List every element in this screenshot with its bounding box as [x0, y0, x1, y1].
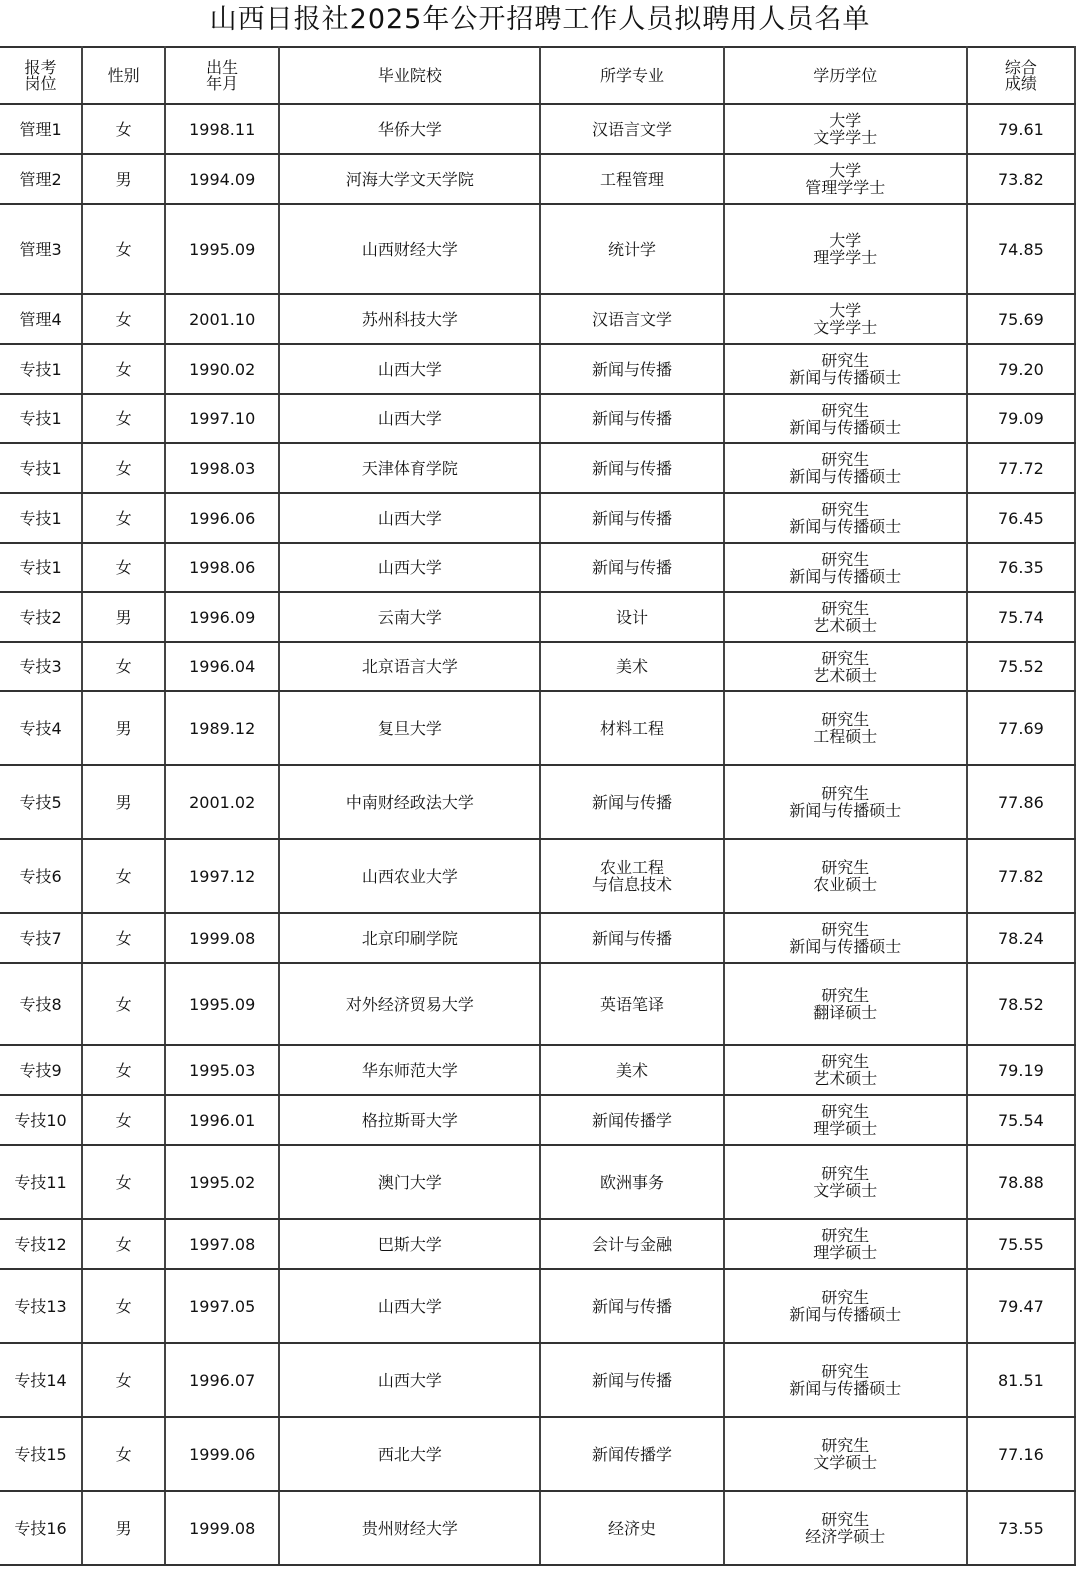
table-row [0, 1343, 1075, 1417]
cell-birth: 1999.08 [165, 1491, 279, 1565]
cell-text: 研究生 [821, 784, 870, 803]
cell-position: 专技10 [0, 1095, 82, 1145]
column-header-major [540, 47, 723, 104]
cell-degree [724, 1219, 967, 1269]
table-row [0, 1219, 1075, 1269]
cell-text: 新闻与传播硕士 [789, 417, 902, 437]
cell-major [540, 493, 723, 543]
cell-major [540, 443, 723, 493]
cell-position: 专技6 [0, 839, 82, 913]
cell-major [540, 294, 723, 344]
cell-degree [724, 1045, 967, 1095]
cell-text: 研究生 [821, 549, 870, 569]
cell-school: 北京语言大学 [279, 642, 540, 691]
cell-position: 专技16 [0, 1491, 82, 1565]
cell-school: 复旦大学 [279, 691, 540, 765]
cell-position: 专技8 [0, 963, 82, 1045]
column-header-text: 出生 [206, 57, 239, 77]
table-row [0, 642, 1075, 691]
cell-school: 中南财经政法大学 [279, 765, 540, 839]
cell-text: 理学硕士 [813, 1119, 878, 1138]
cell-birth: 1995.09 [165, 963, 279, 1045]
cell-birth: 2001.02 [165, 765, 279, 839]
cell-text: 研究生 [821, 1288, 870, 1307]
cell-gender: 女 [82, 394, 165, 443]
table-row [0, 394, 1075, 443]
cell-school: 山西大学 [279, 1269, 540, 1343]
cell-text: 研究生 [821, 920, 870, 939]
cell-text: 新闻与传播 [592, 508, 673, 528]
cell-gender: 女 [82, 839, 165, 913]
cell-score: 77.69 [967, 691, 1075, 765]
cell-text: 研究生 [821, 500, 870, 519]
cell-text: 艺术硕士 [813, 665, 878, 685]
cell-gender: 女 [82, 1417, 165, 1491]
cell-text: 经济学硕士 [805, 1527, 886, 1546]
cell-major [540, 344, 723, 394]
cell-major [540, 104, 723, 154]
cell-text: 新闻与传播 [592, 558, 673, 577]
column-header-text: 学历学位 [813, 65, 878, 85]
column-header-birth [165, 47, 279, 104]
cell-birth: 1996.06 [165, 493, 279, 543]
cell-score: 79.20 [967, 344, 1075, 394]
cell-birth: 1997.10 [165, 394, 279, 443]
table-row [0, 1269, 1075, 1343]
cell-text: 新闻与传播硕士 [789, 566, 902, 586]
column-header-gender [82, 47, 165, 104]
cell-birth: 2001.10 [165, 294, 279, 344]
cell-score: 77.16 [967, 1417, 1075, 1491]
cell-score: 77.86 [967, 765, 1075, 839]
cell-birth: 1996.09 [165, 592, 279, 642]
cell-text: 大学 [829, 301, 862, 320]
table-row [0, 493, 1075, 543]
table-row [0, 1417, 1075, 1491]
cell-gender: 女 [82, 642, 165, 691]
cell-score: 75.74 [967, 592, 1075, 642]
cell-text: 新闻与传播 [592, 409, 673, 428]
cell-gender: 女 [82, 1145, 165, 1219]
cell-major [540, 1095, 723, 1145]
cell-text: 理学学士 [813, 248, 878, 267]
cell-degree [724, 691, 967, 765]
cell-birth: 1996.04 [165, 642, 279, 691]
cell-degree [724, 154, 967, 204]
cell-text: 研究生 [821, 1436, 870, 1455]
table-row [0, 344, 1075, 394]
cell-text: 研究生 [821, 1510, 870, 1529]
cell-school: 巴斯大学 [279, 1219, 540, 1269]
cell-text: 理学硕士 [813, 1243, 878, 1262]
column-header-school [279, 47, 540, 104]
cell-major [540, 642, 723, 691]
cell-score: 76.35 [967, 543, 1075, 592]
cell-school: 苏州科技大学 [279, 294, 540, 344]
column-header-text: 所学专业 [600, 65, 665, 85]
cell-major [540, 592, 723, 642]
cell-position: 专技1 [0, 394, 82, 443]
table-row [0, 294, 1075, 344]
cell-degree [724, 1491, 967, 1565]
cell-degree [724, 1417, 967, 1491]
cell-text: 会计与金融 [592, 1234, 673, 1254]
cell-school: 澳门大学 [279, 1145, 540, 1219]
hires-table [0, 46, 1076, 1566]
cell-birth: 1998.11 [165, 104, 279, 154]
cell-birth: 1990.02 [165, 344, 279, 394]
cell-text: 新闻与传播硕士 [789, 801, 902, 820]
cell-position: 专技15 [0, 1417, 82, 1491]
cell-score: 78.24 [967, 913, 1075, 963]
table-row [0, 963, 1075, 1045]
cell-score: 77.82 [967, 839, 1075, 913]
cell-birth: 1995.02 [165, 1145, 279, 1219]
cell-school: 对外经济贸易大学 [279, 963, 540, 1045]
cell-score: 78.52 [967, 963, 1075, 1045]
cell-major [540, 1343, 723, 1417]
cell-score: 76.45 [967, 493, 1075, 543]
cell-gender: 女 [82, 1219, 165, 1269]
cell-birth: 1994.09 [165, 154, 279, 204]
cell-school: 山西财经大学 [279, 204, 540, 294]
cell-degree [724, 1269, 967, 1343]
cell-birth: 1997.12 [165, 839, 279, 913]
cell-gender: 女 [82, 443, 165, 493]
cell-score: 77.72 [967, 443, 1075, 493]
cell-degree [724, 294, 967, 344]
cell-major [540, 1491, 723, 1565]
cell-gender: 女 [82, 344, 165, 394]
cell-degree [724, 443, 967, 493]
cell-gender: 女 [82, 204, 165, 294]
cell-score: 81.51 [967, 1343, 1075, 1417]
cell-school: 华东师范大学 [279, 1045, 540, 1095]
cell-score: 73.82 [967, 154, 1075, 204]
cell-position: 专技14 [0, 1343, 82, 1417]
cell-major [540, 204, 723, 294]
cell-score: 79.61 [967, 104, 1075, 154]
cell-degree [724, 1095, 967, 1145]
cell-school: 贵州财经大学 [279, 1491, 540, 1565]
cell-birth: 1989.12 [165, 691, 279, 765]
cell-score: 79.19 [967, 1045, 1075, 1095]
cell-text: 研究生 [821, 1226, 870, 1245]
cell-degree [724, 592, 967, 642]
cell-position: 管理1 [0, 104, 82, 154]
cell-text: 经济史 [608, 1518, 657, 1538]
cell-degree [724, 642, 967, 691]
cell-position: 专技4 [0, 691, 82, 765]
cell-degree [724, 394, 967, 443]
cell-school: 云南大学 [279, 592, 540, 642]
cell-text: 研究生 [821, 648, 870, 668]
cell-score: 74.85 [967, 204, 1075, 294]
cell-school: 河海大学文天学院 [279, 154, 540, 204]
cell-school: 山西大学 [279, 493, 540, 543]
cell-degree [724, 344, 967, 394]
cell-degree [724, 913, 967, 963]
cell-birth: 1997.08 [165, 1219, 279, 1269]
cell-text: 新闻传播学 [592, 1444, 673, 1464]
table-header-row [0, 47, 1075, 104]
column-header-text: 毕业院校 [377, 65, 442, 85]
cell-school: 山西大学 [279, 344, 540, 394]
cell-text: 工程硕士 [813, 727, 878, 746]
cell-position: 专技7 [0, 913, 82, 963]
cell-score: 73.55 [967, 1491, 1075, 1565]
cell-major [540, 1417, 723, 1491]
cell-position: 专技9 [0, 1045, 82, 1095]
page-title: 山西日报社2025年公开招聘工作人员拟聘用人员名单 [209, 4, 871, 35]
cell-text: 翻译硕士 [813, 1003, 878, 1022]
cell-text: 新闻与传播 [592, 1296, 673, 1316]
cell-birth: 1995.09 [165, 204, 279, 294]
cell-degree [724, 104, 967, 154]
cell-text: 新闻与传播硕士 [789, 1305, 902, 1324]
cell-text: 研究生 [821, 858, 870, 877]
cell-text: 研究生 [821, 1102, 870, 1121]
cell-position: 专技12 [0, 1219, 82, 1269]
cell-gender: 女 [82, 493, 165, 543]
cell-school: 山西农业大学 [279, 839, 540, 913]
cell-school: 山西大学 [279, 543, 540, 592]
cell-text: 研究生 [821, 1164, 870, 1183]
cell-gender: 女 [82, 1269, 165, 1343]
cell-text: 研究生 [821, 450, 870, 469]
cell-position: 专技1 [0, 493, 82, 543]
cell-birth: 1998.03 [165, 443, 279, 493]
table-row [0, 1095, 1075, 1145]
column-header-degree [724, 47, 967, 104]
cell-text: 新闻与传播硕士 [789, 368, 902, 387]
table-row [0, 765, 1075, 839]
cell-position: 专技3 [0, 642, 82, 691]
cell-score: 78.88 [967, 1145, 1075, 1219]
cell-text: 新闻与传播硕士 [789, 467, 902, 486]
cell-text: 研究生 [821, 599, 870, 618]
table-row [0, 913, 1075, 963]
cell-text: 大学 [829, 231, 862, 250]
cell-text: 新闻与传播 [592, 359, 673, 379]
cell-major [540, 1045, 723, 1095]
table-row [0, 691, 1075, 765]
table-row [0, 592, 1075, 642]
cell-position: 专技13 [0, 1269, 82, 1343]
cell-text: 工程管理 [600, 169, 665, 189]
cell-gender: 男 [82, 154, 165, 204]
cell-major [540, 839, 723, 913]
cell-major [540, 963, 723, 1045]
column-header-position [0, 47, 82, 104]
table-row [0, 154, 1075, 204]
cell-text: 研究生 [821, 1362, 870, 1381]
cell-text: 材料工程 [600, 718, 665, 738]
cell-text: 设计 [616, 607, 649, 627]
cell-major [540, 765, 723, 839]
cell-text: 美术 [616, 657, 649, 676]
table-row [0, 443, 1075, 493]
cell-text: 研究生 [821, 351, 870, 370]
table-row [0, 1045, 1075, 1095]
cell-gender: 男 [82, 1491, 165, 1565]
column-header-score [967, 47, 1075, 104]
cell-position: 专技1 [0, 543, 82, 592]
column-header-text: 岗位 [24, 73, 57, 93]
cell-gender: 男 [82, 765, 165, 839]
cell-gender: 男 [82, 691, 165, 765]
cell-text: 汉语言文学 [592, 309, 673, 329]
cell-score: 75.52 [967, 642, 1075, 691]
cell-text: 管理学学士 [805, 178, 886, 197]
cell-birth: 1999.08 [165, 913, 279, 963]
cell-text: 新闻传播学 [592, 1110, 673, 1130]
cell-major [540, 691, 723, 765]
column-header-text: 报考 [24, 57, 57, 77]
cell-text: 艺术硕士 [813, 1069, 878, 1088]
table-row [0, 204, 1075, 294]
cell-position: 专技1 [0, 443, 82, 493]
cell-text: 农业工程 [600, 858, 665, 877]
cell-degree [724, 839, 967, 913]
cell-birth: 1999.06 [165, 1417, 279, 1491]
cell-major [540, 1219, 723, 1269]
table-row [0, 1491, 1075, 1565]
table-row [0, 1145, 1075, 1219]
cell-text: 新闻与传播硕士 [789, 1379, 902, 1398]
column-header-text: 年月 [206, 73, 239, 93]
cell-text: 新闻与传播硕士 [789, 517, 902, 536]
cell-gender: 女 [82, 543, 165, 592]
cell-school: 西北大学 [279, 1417, 540, 1491]
cell-text: 艺术硕士 [813, 616, 878, 635]
cell-birth: 1996.01 [165, 1095, 279, 1145]
cell-position: 管理3 [0, 204, 82, 294]
cell-position: 专技2 [0, 592, 82, 642]
cell-text: 研究生 [821, 710, 870, 729]
table-row [0, 543, 1075, 592]
cell-text: 研究生 [821, 1052, 870, 1071]
table-row [0, 104, 1075, 154]
cell-birth: 1997.05 [165, 1269, 279, 1343]
cell-major [540, 1269, 723, 1343]
cell-text: 文学硕士 [813, 1181, 878, 1200]
cell-degree [724, 1145, 967, 1219]
cell-gender: 女 [82, 963, 165, 1045]
cell-gender: 男 [82, 592, 165, 642]
cell-major [540, 1145, 723, 1219]
cell-position: 专技1 [0, 344, 82, 394]
cell-degree [724, 493, 967, 543]
cell-school: 北京印刷学院 [279, 913, 540, 963]
cell-text: 大学 [829, 161, 862, 180]
cell-score: 75.69 [967, 294, 1075, 344]
cell-position: 管理4 [0, 294, 82, 344]
cell-degree [724, 963, 967, 1045]
cell-degree [724, 1343, 967, 1417]
cell-text: 与信息技术 [592, 875, 673, 894]
cell-school: 山西大学 [279, 1343, 540, 1417]
cell-gender: 女 [82, 1045, 165, 1095]
cell-degree [724, 543, 967, 592]
cell-text: 欧洲事务 [600, 1172, 665, 1192]
cell-text: 美术 [616, 1060, 649, 1080]
cell-score: 75.55 [967, 1219, 1075, 1269]
cell-text: 大学 [829, 111, 862, 130]
cell-gender: 女 [82, 1343, 165, 1417]
table-row [0, 839, 1075, 913]
cell-text: 文学学士 [813, 318, 878, 337]
table-body [0, 104, 1075, 1565]
cell-birth: 1995.03 [165, 1045, 279, 1095]
cell-gender: 女 [82, 294, 165, 344]
column-header-text: 性别 [107, 65, 140, 85]
cell-text: 农业硕士 [813, 875, 878, 894]
cell-text: 文学学士 [813, 128, 878, 147]
cell-degree [724, 765, 967, 839]
cell-birth: 1996.07 [165, 1343, 279, 1417]
column-header-text: 综合 [1004, 57, 1037, 77]
cell-position: 管理2 [0, 154, 82, 204]
cell-text: 新闻与传播 [592, 928, 673, 948]
cell-text: 新闻与传播 [592, 458, 673, 478]
cell-degree [724, 204, 967, 294]
cell-school: 格拉斯哥大学 [279, 1095, 540, 1145]
cell-text: 研究生 [821, 400, 870, 420]
cell-major [540, 913, 723, 963]
cell-birth: 1998.06 [165, 543, 279, 592]
cell-text: 汉语言文学 [592, 119, 673, 139]
column-header-text: 成绩 [1004, 73, 1037, 93]
cell-score: 79.47 [967, 1269, 1075, 1343]
cell-school: 华侨大学 [279, 104, 540, 154]
cell-text: 文学硕士 [813, 1453, 878, 1472]
cell-gender: 女 [82, 1095, 165, 1145]
cell-school: 山西大学 [279, 394, 540, 443]
cell-text: 新闻与传播 [592, 1370, 673, 1390]
cell-score: 75.54 [967, 1095, 1075, 1145]
cell-text: 英语笔译 [600, 994, 665, 1014]
cell-text: 统计学 [608, 239, 657, 259]
cell-position: 专技11 [0, 1145, 82, 1219]
cell-position: 专技5 [0, 765, 82, 839]
cell-gender: 女 [82, 104, 165, 154]
cell-text: 研究生 [821, 986, 870, 1005]
cell-major [540, 394, 723, 443]
cell-text: 新闻与传播 [592, 792, 673, 812]
cell-major [540, 543, 723, 592]
cell-major [540, 154, 723, 204]
cell-text: 新闻与传播硕士 [789, 937, 902, 956]
cell-gender: 女 [82, 913, 165, 963]
cell-school: 天津体育学院 [279, 443, 540, 493]
cell-score: 79.09 [967, 394, 1075, 443]
